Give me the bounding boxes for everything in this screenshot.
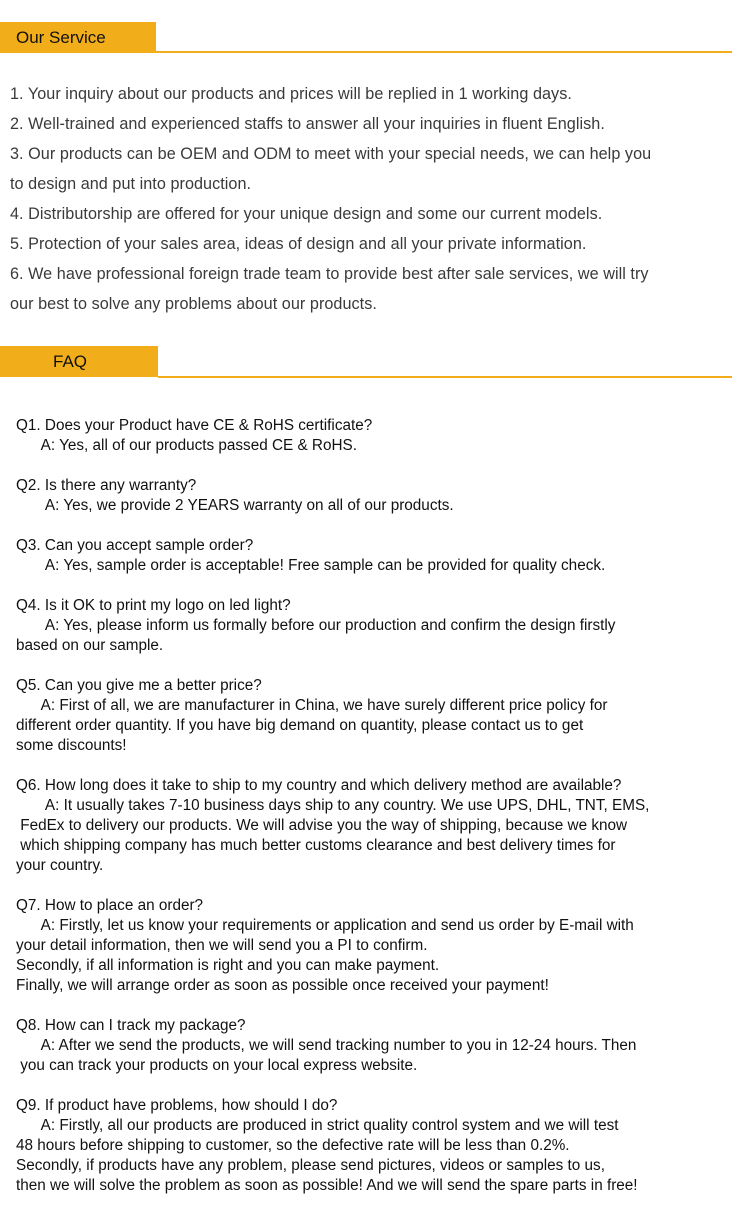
our-service-header <box>0 22 750 56</box>
our-service-divider <box>156 51 732 53</box>
faq-answer: A: Firstly, all our products are produced in strict quality control system and we will test <box>16 1117 619 1134</box>
faq-answer: Secondly, if all information is right and you can make payment. <box>16 957 440 974</box>
faq-header <box>0 346 750 380</box>
service-line: 4. Distributorship are offered for your unique design and some our current models. <box>10 205 603 223</box>
faq-answer: A: Yes, all of our products passed CE & RoHS. <box>16 437 357 454</box>
faq-question: Q9. If product have problems, how should I do? <box>16 1097 338 1114</box>
faq-question: Q8. How can I track my package? <box>16 1017 246 1034</box>
faq-answer: A: First of all, we are manufacturer in China, we have surely different price policy for <box>16 697 608 714</box>
faq-item-q5 <box>16 676 741 756</box>
faq-question: Q2. Is there any warranty? <box>16 477 197 494</box>
faq-answer: A: Yes, we provide 2 YEARS warranty on all of our products. <box>16 497 454 514</box>
faq-answer: A: Firstly, let us know your requirements or application and send us order by E-mail with <box>16 917 634 934</box>
faq-answer: FedEx to delivery our products. We will advise you the way of shipping, because we know <box>16 817 628 834</box>
faq-answer: A: Yes, sample order is acceptable! Free sample can be provided for quality check. <box>16 557 606 574</box>
faq-title: FAQ <box>0 346 158 377</box>
service-line: 2. Well-trained and experienced staffs to answer all your inquiries in fluent English. <box>10 115 605 133</box>
service-line: 5. Protection of your sales area, ideas of design and all your private information. <box>10 235 587 253</box>
faq-item-q9 <box>16 1096 741 1196</box>
faq-question: Q7. How to place an order? <box>16 897 204 914</box>
faq-list <box>16 416 741 1196</box>
faq-answer: 48 hours before shipping to customer, so the defective rate will be less than 0.2%. <box>16 1137 570 1154</box>
faq-item-q3 <box>16 536 741 576</box>
faq-item-q2 <box>16 476 741 516</box>
faq-answer: your detail information, then we will send you a PI to confirm. <box>16 937 428 954</box>
service-line: 6. We have professional foreign trade team to provide best after sale services, we will try <box>10 265 649 283</box>
our-service-title: Our Service <box>0 22 156 53</box>
faq-answer: some discounts! <box>16 737 127 754</box>
faq-answer: your country. <box>16 857 104 874</box>
faq-answer: different order quantity. If you have big demand on quantity, please contact us to get <box>16 717 584 734</box>
faq-answer: A: After we send the products, we will send tracking number to you in 12-24 hours. Then <box>16 1037 637 1054</box>
faq-divider <box>158 376 732 378</box>
faq-item-q7 <box>16 896 741 996</box>
faq-answer: which shipping company has much better customs clearance and best delivery times for <box>16 837 616 854</box>
faq-question: Q1. Does your Product have CE & RoHS certificate? <box>16 417 373 434</box>
faq-answer: Finally, we will arrange order as soon as possible once received your payment! <box>16 977 549 994</box>
faq-answer: then we will solve the problem as soon as possible! And we will send the spare parts in free! <box>16 1177 638 1194</box>
faq-question: Q4. Is it OK to print my logo on led light? <box>16 597 291 614</box>
our-service-list <box>10 79 745 319</box>
faq-answer: you can track your products on your local express website. <box>16 1057 418 1074</box>
service-line: to design and put into production. <box>10 175 252 193</box>
service-line: 3. Our products can be OEM and ODM to meet with your special needs, we can help you <box>10 145 652 163</box>
faq-answer: based on our sample. <box>16 637 164 654</box>
faq-question: Q5. Can you give me a better price? <box>16 677 262 694</box>
faq-item-q4 <box>16 596 741 656</box>
faq-question: Q3. Can you accept sample order? <box>16 537 254 554</box>
faq-question: Q6. How long does it take to ship to my country and which delivery method are available? <box>16 777 622 794</box>
faq-answer: A: Yes, please inform us formally before our production and confirm the design firstly <box>16 617 616 634</box>
faq-item-q1 <box>16 416 741 456</box>
faq-item-q8 <box>16 1016 741 1076</box>
faq-answer: A: It usually takes 7-10 business days ship to any country. We use UPS, DHL, TNT, EMS, <box>16 797 650 814</box>
service-line: 1. Your inquiry about our products and prices will be replied in 1 working days. <box>10 85 572 103</box>
faq-item-q6 <box>16 776 741 876</box>
faq-answer: Secondly, if products have any problem, please send pictures, videos or samples to us, <box>16 1157 605 1174</box>
service-line: our best to solve any problems about our products. <box>10 295 377 313</box>
